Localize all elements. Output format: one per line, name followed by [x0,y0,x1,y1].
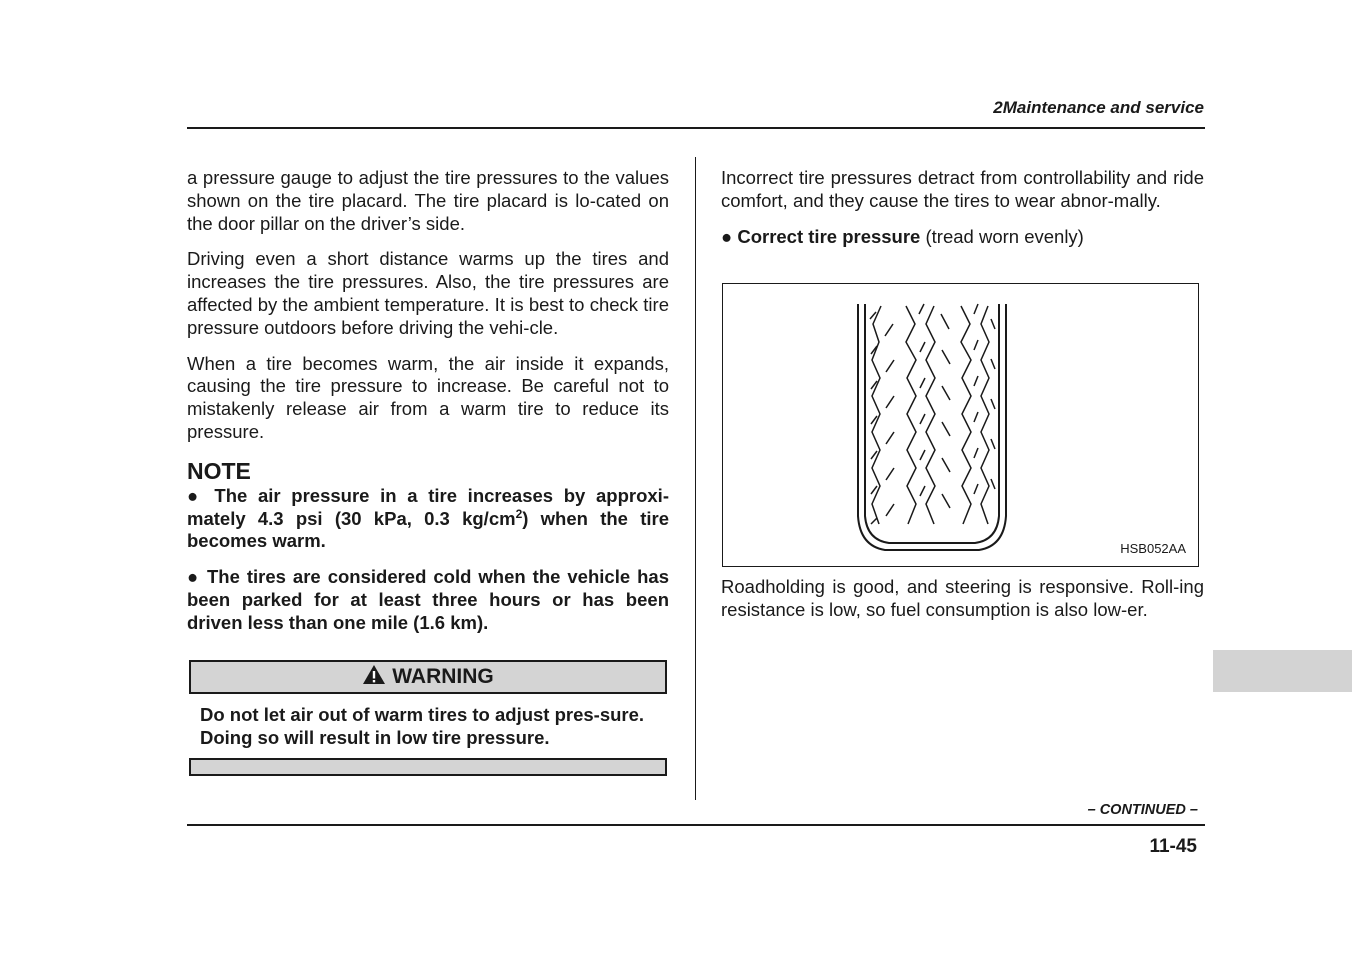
bullet-bold-text: Correct tire pressure [737,225,921,247]
chapter-side-tab [1213,650,1352,692]
note-heading: NOTE [187,457,251,484]
warning-triangle-icon [362,664,386,690]
paragraph-driving: Driving even a short distance warms up the tires and increases the tire pressures. Also, the tire pressures are affected by the ambient temperature. It is best to check tire pressure outdoors before driving the vehi-cle. [187,248,669,338]
warning-text: Do not let air out of warm tires to adjust pres-sure. Doing so will result in low tire pressure. [200,704,645,748]
note-item-1-text: ● The air pressure in a tire increases by approxi-mately 4.3 psi (30 kPa, 0.3 kg/cm [187,484,669,529]
note-item-pressure-increase [187,485,669,553]
page-number: 11-45 [1149,836,1197,857]
bullet-correct-pressure [721,226,1204,249]
footer-rule [187,824,1205,826]
column-divider [695,157,696,800]
warning-footer-bar [189,758,667,776]
warning-label: WARNING [392,665,494,688]
continued-marker: – CONTINUED – [1087,802,1198,818]
header-rule [187,127,1205,129]
tire-tread-figure [722,283,1199,567]
paragraph-warm-tire: When a tire becomes warm, the air inside it expands, causing the tire pressure to increase. Be careful not to mistakenly release air from a warm tire to reduce its pressure. [187,352,669,442]
right-column [721,167,1204,261]
paragraph-gauge: a pressure gauge to adjust the tire pressures to the values shown on the tire placard. The tire placard is lo-cated on the door pillar on the driver’s side. [187,167,669,234]
figure-code: HSB052AA [1120,541,1186,556]
bullet-marker: ● [721,225,733,247]
note-item-cold-tires: ● The tires are considered cold when the vehicle has been parked for at least three hours or has been driven less than one mile (1.6 km). [187,566,669,633]
tire-tread-illustration [723,284,1198,566]
warning-header [189,660,667,694]
paragraph-incorrect-pressure: Incorrect tire pressures detract from controllability and ride comfort, and they cause the tires to wear abnor-mally. [721,167,1204,211]
section-title: 2Maintenance and service [993,98,1204,117]
note-item-1-superscript: 2 [515,506,523,521]
left-column [187,167,669,648]
bullet-rest-text: (tread worn evenly) [920,225,1084,247]
note-item-1-text-end: ) when the tire becomes warm. [187,507,669,552]
paragraph-roadholding: Roadholding is good, and steering is responsive. Roll-ing resistance is low, so fuel consumption is also low-er. [721,576,1204,620]
